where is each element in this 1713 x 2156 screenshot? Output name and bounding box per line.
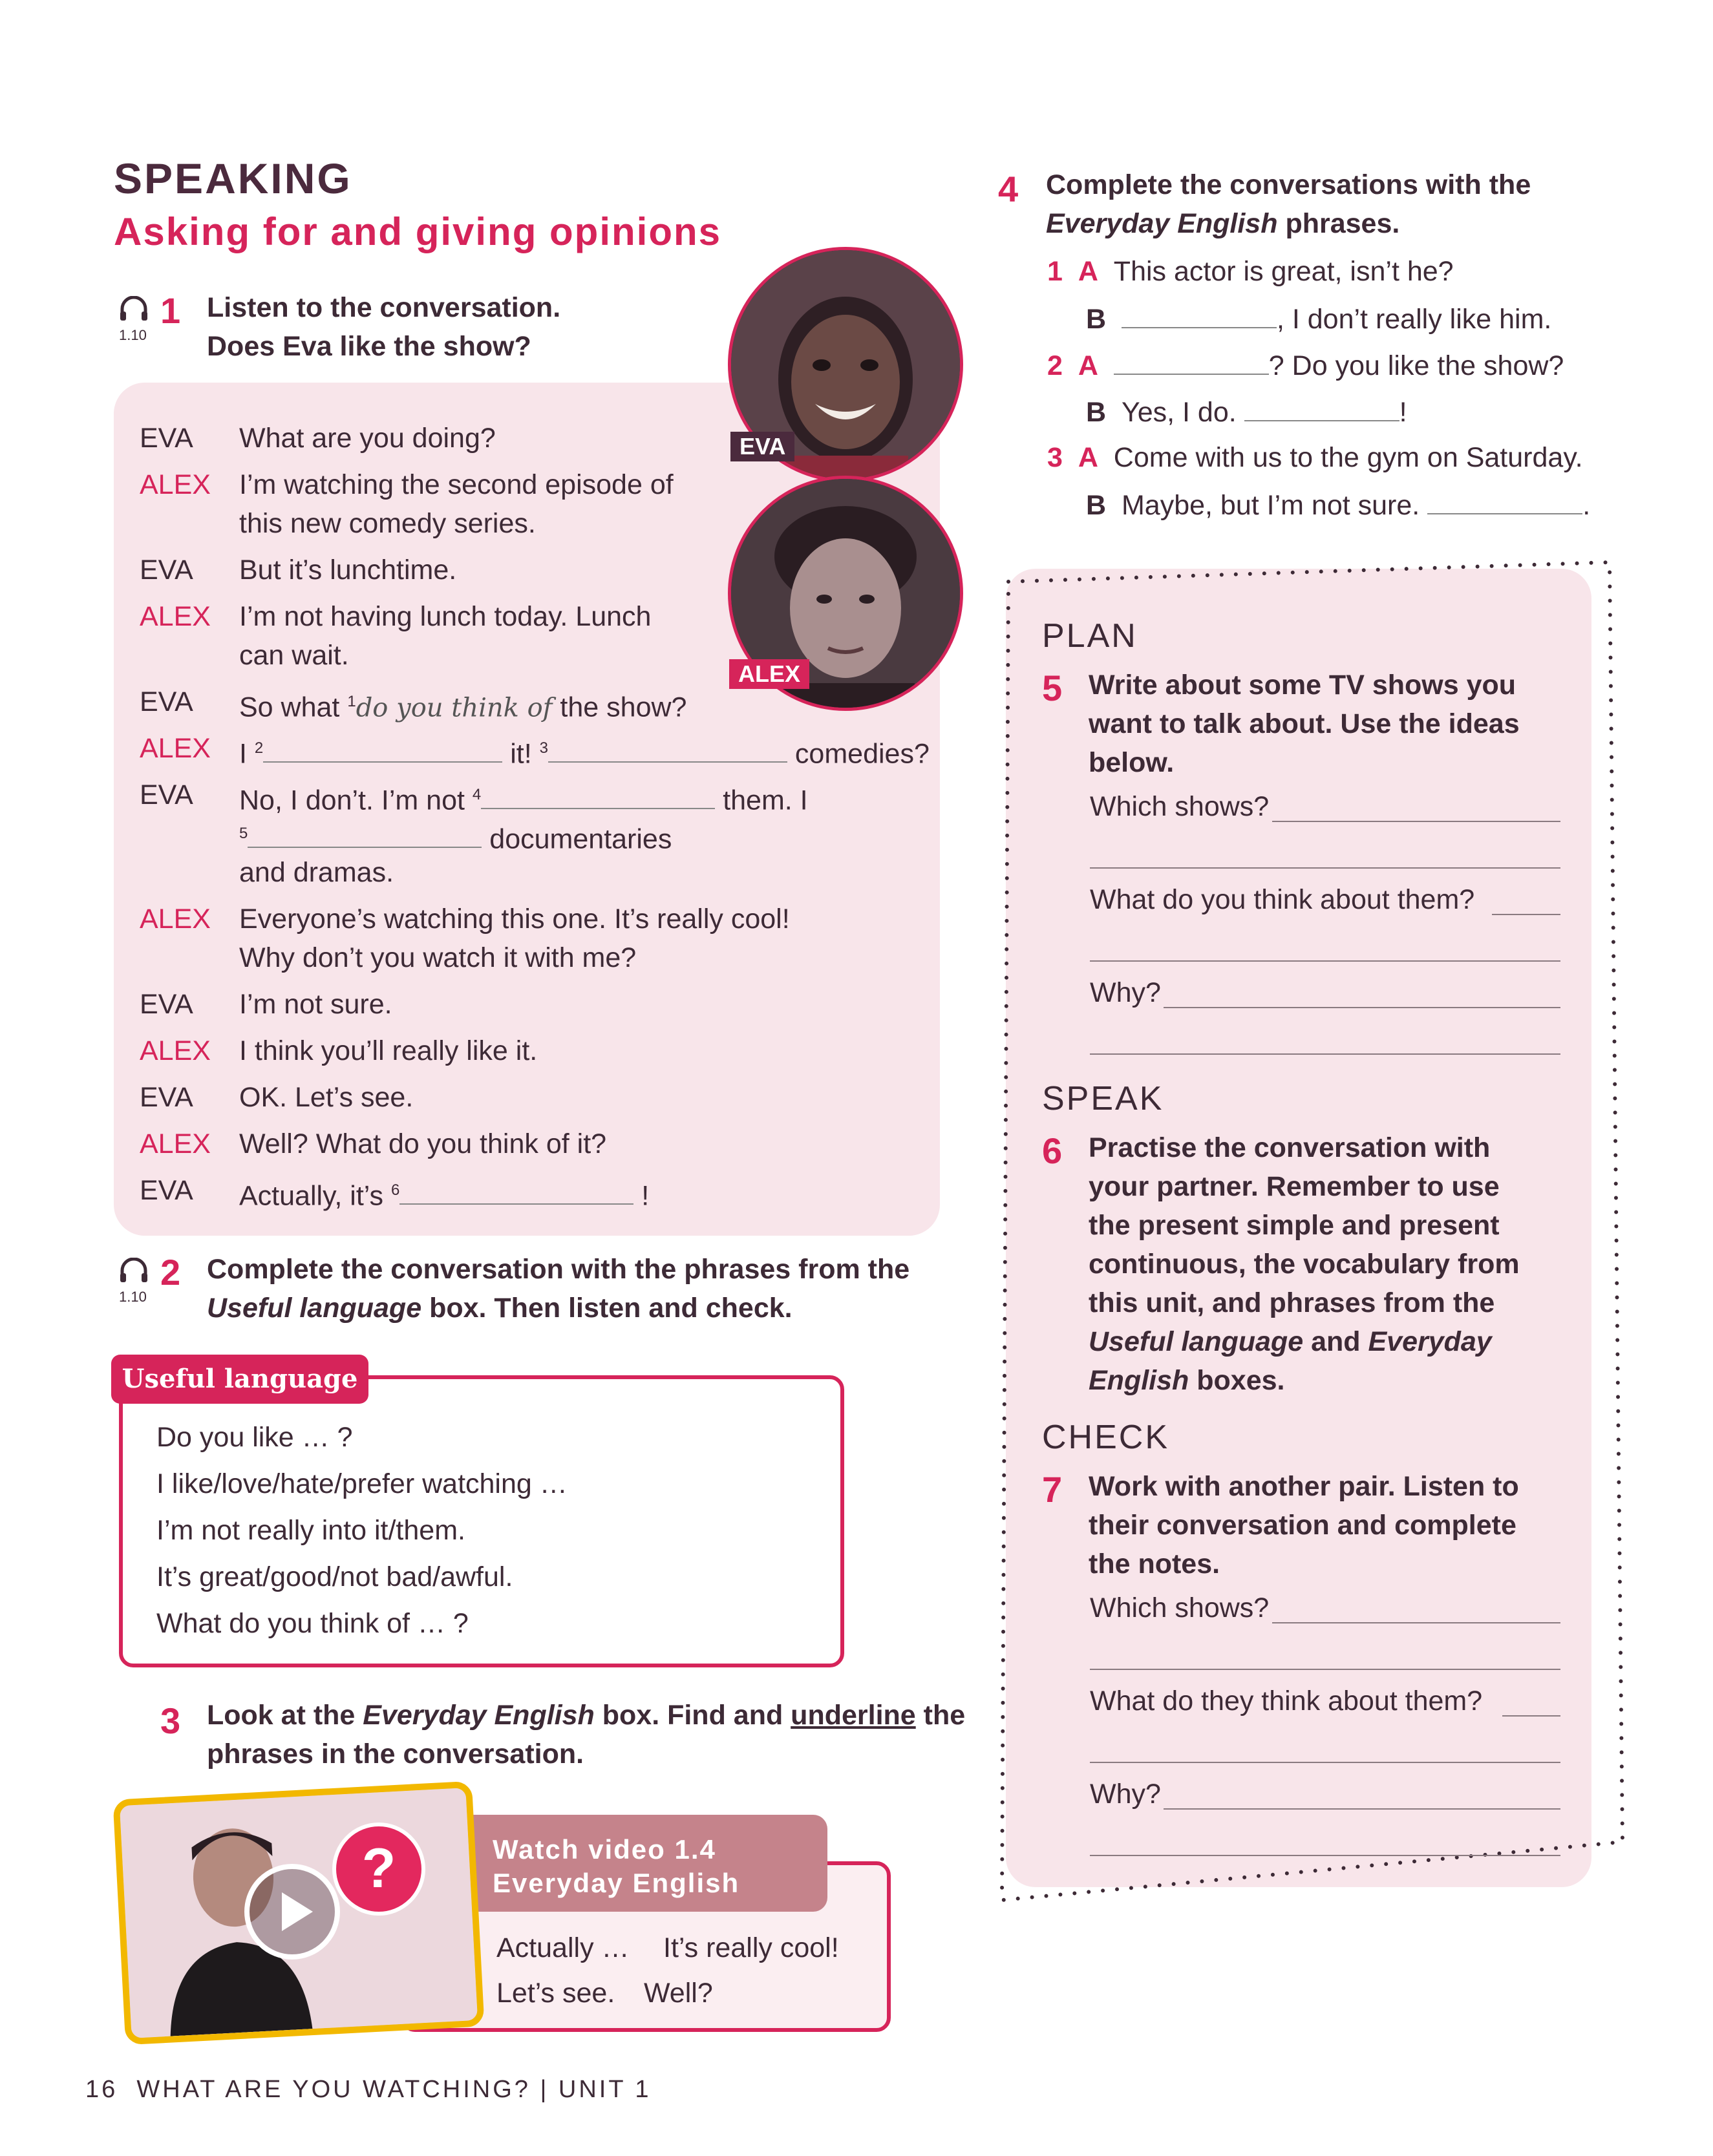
gap-number: 4: [472, 786, 482, 803]
play-icon[interactable]: [244, 1864, 340, 1960]
dialogue-text: So what $^1$do you think of the show?: [239, 692, 687, 723]
answer-blank[interactable]: [548, 733, 787, 763]
ex4-item-2a: 2 A ? Do you like the show?: [1047, 345, 1564, 385]
write-line[interactable]: [1090, 1855, 1560, 1856]
dialogue-text: Well? What do you think of it?: [239, 1128, 607, 1159]
dialogue-text: OK. Let’s see.: [239, 1082, 414, 1113]
dialogue-text: What are you doing?: [239, 423, 496, 454]
speaker-label: ALEX: [140, 601, 211, 632]
dialogue-text: this new comedy series.: [239, 508, 536, 539]
prompt-label: Why?: [1090, 977, 1161, 1008]
ex4-item-1a: 1 A This actor is great, isn’t he?: [1047, 256, 1454, 287]
write-line[interactable]: [1090, 1669, 1560, 1670]
exercise-instruction: Look at the Everyday English box. Find and underline the phrases in the conversation.: [207, 1700, 966, 1770]
gap-number: 1: [347, 693, 356, 710]
speaker-label: ALEX: [140, 469, 211, 500]
prompt-label: Which shows?: [1090, 791, 1270, 822]
write-line[interactable]: [1272, 1622, 1560, 1623]
section-subtitle: Asking for and giving opinions: [114, 210, 721, 253]
answer-blank[interactable]: [263, 733, 502, 763]
gap-number: 3: [539, 739, 548, 757]
exercise-number: 2: [160, 1252, 181, 1293]
speaker-label: EVA: [140, 989, 193, 1020]
useful-language-box: [119, 1375, 844, 1667]
speaker-label: EVA: [140, 1175, 193, 1206]
prompt-label: Why?: [1090, 1779, 1161, 1810]
dialogue-text: I think you’ll really like it.: [239, 1035, 538, 1066]
phrase: Let’s see.: [496, 1978, 615, 2009]
dialogue-text: No, I don’t. I’m not $^4$ them. I: [239, 776, 808, 819]
section-title: SPEAKING: [114, 154, 352, 202]
phrase: Well?: [644, 1978, 713, 2009]
write-line[interactable]: [1090, 1053, 1560, 1055]
track-number: 1.10: [119, 327, 147, 343]
prompt-label: Which shows?: [1090, 1592, 1270, 1623]
speaker-label: ALEX: [140, 1035, 211, 1066]
dialogue-text: But it’s lunchtime.: [239, 555, 457, 586]
speaker-label: ALEX: [140, 904, 211, 935]
write-line[interactable]: [1090, 867, 1560, 869]
speaker-label: EVA: [140, 779, 193, 810]
dialogue-text: I’m not sure.: [239, 989, 392, 1020]
speaker-label: EVA: [140, 423, 193, 454]
answer-blank[interactable]: [481, 779, 715, 809]
speaker-label: EVA: [140, 686, 193, 717]
headphones-icon[interactable]: [119, 296, 149, 325]
speak-heading: SPEAK: [1042, 1080, 1164, 1117]
handwritten-answer: do you think of: [356, 693, 553, 723]
plan-heading: PLAN: [1042, 617, 1138, 655]
exercise-number: 1: [160, 290, 181, 331]
dialogue-text: and dramas.: [239, 857, 394, 888]
footer-text: WHAT ARE YOU WATCHING? | UNIT 1: [136, 2076, 652, 2103]
dialogue-text: can wait.: [239, 640, 349, 671]
list-item: I’m not really into it/them.: [156, 1515, 465, 1546]
exercise-instruction: Practise the conversation with your partner. Remember to use the present simple and present continuous, the vocabulary from this unit, and phrases from the Useful language and Everyday English boxes.: [1089, 1132, 1520, 1396]
phrase: It’s really cool!: [663, 1932, 839, 1963]
eva-name-tag: EVA: [730, 432, 794, 461]
answer-blank[interactable]: [1427, 485, 1582, 514]
dialogue-text: $^5$ documentaries: [239, 814, 672, 858]
dialogue-text: Everyone’s watching this one. It’s really cool!: [239, 904, 790, 935]
list-item: It’s great/good/not bad/awful.: [156, 1561, 513, 1592]
dialogue-text: I’m watching the second episode of: [239, 469, 674, 500]
page-footer: [85, 2076, 652, 2104]
dialogue-text: Actually, it’s $^6$ !: [239, 1171, 649, 1215]
ex4-item-3b: B Maybe, but I’m not sure. .: [1086, 485, 1590, 525]
page-number: 16: [85, 2076, 118, 2103]
exercise-number: 5: [1042, 668, 1063, 708]
write-line[interactable]: [1090, 960, 1560, 962]
write-line[interactable]: [1502, 1715, 1560, 1717]
speaker-label: ALEX: [140, 733, 211, 764]
speaker-label: EVA: [140, 1082, 193, 1113]
useful-language-tag: Useful language: [111, 1355, 368, 1404]
gap-number: 5: [239, 825, 248, 842]
headphones-icon[interactable]: [119, 1258, 149, 1287]
list-item: Do you like … ?: [156, 1422, 353, 1453]
speaker-label: EVA: [140, 555, 193, 586]
write-line[interactable]: [1090, 1762, 1560, 1763]
watch-video-tag[interactable]: Watch video 1.4 Everyday English: [456, 1815, 827, 1912]
question-icon: ?: [332, 1823, 425, 1916]
prompt-label: What do they think about them?: [1090, 1686, 1483, 1717]
exercise-number: 3: [160, 1700, 181, 1741]
phrase: Actually …: [496, 1932, 630, 1963]
ex4-item-3a: 3 A Come with us to the gym on Saturday.: [1047, 442, 1583, 473]
exercise-number: 4: [998, 169, 1019, 209]
answer-blank[interactable]: [1122, 299, 1277, 328]
exercise-instruction: Write about some TV shows you want to talk about. Use the ideas below.: [1089, 670, 1520, 778]
list-item: I like/love/hate/prefer watching …: [156, 1468, 568, 1499]
exercise-instruction: Listen to the conversation. Does Eva like the show?: [207, 292, 561, 362]
track-number: 1.10: [119, 1289, 147, 1305]
write-line[interactable]: [1164, 1808, 1560, 1810]
speaker-label: ALEX: [140, 1128, 211, 1159]
dialogue-text: I $^2$ it! $^3$ comedies?: [239, 729, 930, 773]
alex-name-tag: ALEX: [729, 659, 809, 689]
gap-number: 2: [254, 739, 264, 757]
exercise-instruction: Work with another pair. Listen to their conversation and complete the notes.: [1089, 1471, 1519, 1580]
answer-blank[interactable]: [1114, 345, 1269, 375]
list-item: What do you think of … ?: [156, 1608, 469, 1639]
write-line[interactable]: [1492, 914, 1560, 915]
ex4-item-2b: B Yes, I do. !: [1086, 392, 1407, 432]
prompt-label: What do you think about them?: [1090, 884, 1475, 915]
exercise-number: 6: [1042, 1130, 1063, 1171]
exercise-instruction: Complete the conversations with the Everyday English phrases.: [1046, 169, 1531, 239]
ex4-item-1b: B , I don’t really like him.: [1086, 299, 1551, 339]
exercise-instruction: Complete the conversation with the phrases from the Useful language box. Then listen and check.: [207, 1254, 910, 1324]
write-line[interactable]: [1272, 821, 1560, 822]
dialogue-text: I’m not having lunch today. Lunch: [239, 601, 652, 632]
exercise-number: 7: [1042, 1469, 1063, 1510]
check-heading: CHECK: [1042, 1419, 1170, 1456]
answer-blank[interactable]: [1244, 392, 1399, 421]
answer-blank[interactable]: [399, 1175, 633, 1205]
answer-blank[interactable]: [248, 818, 482, 848]
dialogue-text: Why don’t you watch it with me?: [239, 942, 637, 973]
write-line[interactable]: [1164, 1007, 1560, 1008]
gap-number: 6: [391, 1181, 400, 1199]
